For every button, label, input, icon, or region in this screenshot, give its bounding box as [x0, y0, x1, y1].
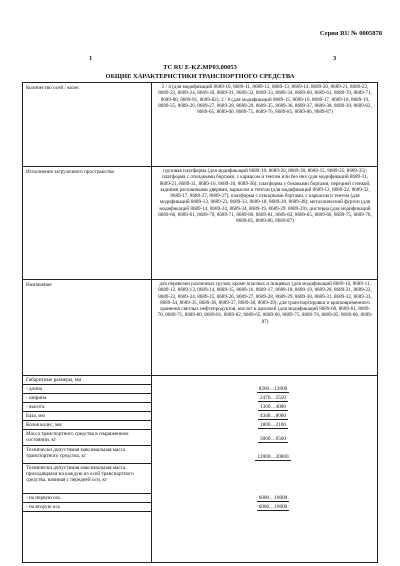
curb-mass-value: 3000…6500 — [260, 436, 286, 442]
row-divider — [23, 279, 377, 280]
height-value: 1300…4000 — [260, 404, 286, 410]
axle-load-label: Технически допустимая максимальная масса, приходящаяся на каждую из осей транспортного средства, начиная с передней оси, кг — [26, 465, 134, 484]
length-label: - длина — [26, 386, 43, 392]
axles-value: 2 / 4 (для модификаций 8689-10, 8689-11, 8689-12, 8689-13, 8689-14, 8689-20, 8689-21, 8689-22, 8689-23, 8689-24, 8689-30, 8689-31, 8689-32, 8689-33, 8689-34, 8689-60, 8689-61, 8689-70, 8689-71, 8689-80, 8689-81, 8689-82); 2 / 8 (для модификаций 8689-15, 8689-16, 8689-17, 8689-18, 8689-19, 8689-25, 8689-26, 8689-27, 8689-28, 8689-29, 8689-35, 8689-36, 8689-37, 8689-38, 8689-39, 8689-62, 8689-65, 8689-66, 8689-75, 8689-76, 8689-85, 8689-86, 8689-87) — [158, 84, 372, 116]
page-title: ОБЩИЕ ХАРАКТЕРИСТИКИ ТРАНСПОРТНОГО СРЕДСТВА — [105, 73, 295, 80]
row-divider — [23, 445, 151, 446]
row-divider — [23, 493, 151, 494]
row-divider — [23, 166, 377, 167]
track-value: 1800…2100 — [260, 422, 286, 428]
document-number: TC RU E-KZ.MP03.00053 — [163, 64, 237, 71]
length-value: 8260…12000 — [258, 386, 288, 392]
first-axle-value: 6000…10000 — [258, 495, 288, 501]
second-axle-value: 6000…10000 — [258, 504, 288, 510]
body-label: Исполнение загрузочного пространства — [26, 169, 114, 175]
row-divider — [23, 502, 151, 503]
purpose-value: для перевозки различных грузов, кроме опасных и пищевых (для модификаций 8689-10, 8689-11, 8689-12, 8689-13, 8689-14, 8689-15, 8689-16, 8689-17, 8689-18, 8689-19, 8689-20, 8689-21, 8689-22, 8689-23, 8689-24, 8689-25, 8689-26, 8689-27, 8689-28, 8689-29, 8689-30, 8689-31, 8689-32, 8689-33, 8689-34, 8689-35, 8689-36, 8689-37, 8689-38, 8689-39); для транспортировки и кратковременного хранения светлых нефтепродуктов, кислот и щелочей (для модификаций 8689-60, 8689-61, 8689-70, 8689-71, 8689-80, 8689-81, 8689-82, 8689-65, 8689-66, 8689-75, 8689-76, 8689-85, 8689-86, 8689-87) — [157, 281, 373, 325]
row-divider — [23, 393, 151, 394]
base-label: База, мм — [26, 413, 45, 419]
width-value: 2470…2550 — [260, 395, 286, 401]
row-divider — [23, 420, 151, 421]
purpose-label: Назначение — [26, 282, 52, 288]
height-label: - высота — [26, 404, 45, 410]
column-divider — [151, 83, 152, 562]
width-label: - ширина — [26, 395, 47, 401]
curb-mass-label: Масса транспортного средства в снаряженном состоянии, кг — [26, 431, 129, 444]
page-number-left: 1 — [89, 55, 93, 62]
row-divider — [23, 375, 377, 376]
second-axle-label: - на вторую ось — [26, 504, 61, 510]
row-divider — [23, 511, 151, 512]
row-divider — [23, 463, 151, 464]
row-divider — [23, 384, 151, 385]
dimensions-label: Габаритные размеры, мм — [26, 377, 82, 383]
body-value: грузовая платформа (для модификаций 8689-10, 8689-20, 8689-30, 8689-15, 8689-25, 8689-35); платформа с откидными бортами, с каркасом и тентом или без них (для модификаций 8689-11, 8689-21, 8689-31, 8689-16, 8689-26, 8689-36); платформа с боковыми бортами, передней стенкой, задними распашными дверями, каркасом и тентом (для модификаций 8689-12, 8689-22, 8689-32, 8689-17, 8689-27, 8689-37); платформа с откидными бортами, с каркасом и тентом (для модификаций 8689-13, 8689-23, 8689-33, 8689-18, 8689-28, 8689-38); металлический фургон (для модификаций 8689-14, 8689-24, 8689-34, 8689-19, 8689-29, 8689-39); цистерна (для модификаций 8689-60, 8689-61, 8689-70, 8689-71, 8689-80, 8689-81, 8689-82, 8689-65, 8689-66, 8689-75, 8689-76, 8689-85, 8689-86, 8689-87) — [158, 168, 372, 225]
axles-label: Количество осей / колес — [26, 85, 80, 91]
row-divider — [23, 429, 151, 430]
first-axle-label: - на первую ось — [26, 495, 61, 501]
row-divider — [23, 411, 151, 412]
max-mass-value: 12000…20000 — [257, 454, 289, 460]
base-value: 4340…8000 — [260, 413, 286, 419]
characteristics-table — [22, 82, 378, 563]
page-number-right: 3 — [333, 55, 337, 62]
row-divider — [23, 402, 151, 403]
track-label: Колея колес, мм — [26, 422, 62, 428]
series-number: Серия RU № 0005878 — [319, 30, 382, 37]
max-mass-label: Технически допустимая максимальная масса транспортного средства, кг — [26, 447, 126, 460]
